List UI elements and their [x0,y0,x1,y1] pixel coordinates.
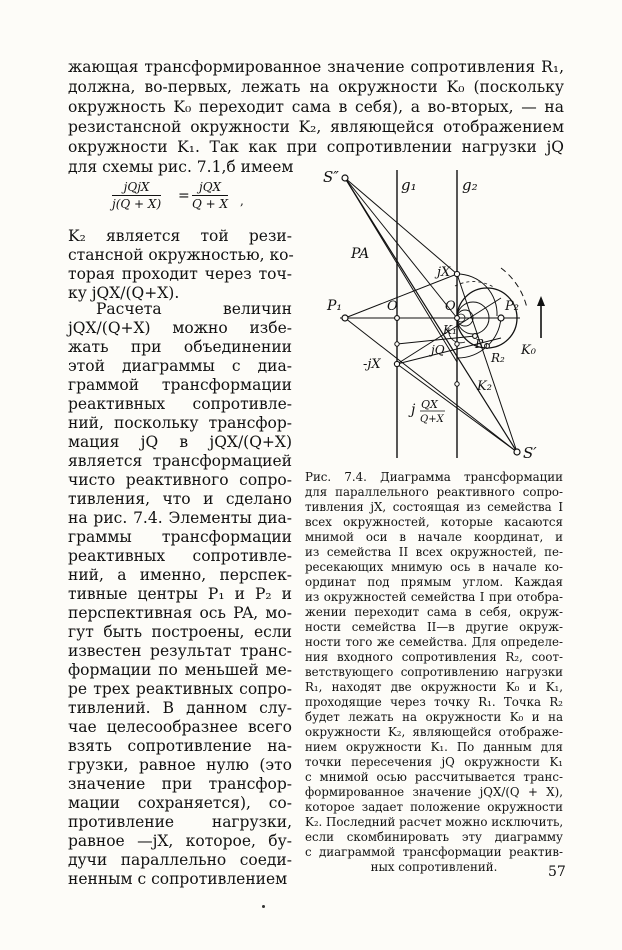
caption-line: которое задает положение окружности [305,800,563,814]
point-jq-g1 [395,342,399,346]
text-line: ненным с сопротивлением [68,870,288,888]
caption-line: ординат под прямым углом. Каждая [305,575,563,589]
text-line: тивления, что и сделано [68,490,292,508]
text-line: ре трех реактивных сопро- [68,680,292,698]
label-jq: jQ [431,343,445,357]
label-g2: g₂ [462,176,478,194]
point-minus-jx [394,361,399,366]
label-p1: P₁ [327,298,343,314]
arrow-head [537,296,545,306]
label-p2: P₂ [505,299,519,314]
text-line: формации по меньшей ме- [68,661,292,679]
caption-line: Рис. 7.4. Диаграмма трансформации [305,470,563,484]
label-r1: R₁ [475,337,489,351]
text-line: окружности K₁. Так как при сопротивлении нагрузки jQ [68,138,564,156]
page-number: 57 [548,864,566,880]
caption-line: формированное значение jQX/(Q + X), [305,785,563,799]
circle-k2-arc [457,274,497,316]
formula-lhs-denominator: j(Q + X) [112,197,162,211]
caption-line: R₁, находят две окружности K₀ и K₁, [305,680,563,694]
point-origin [455,316,460,321]
caption-line: ности того же семейства. Для определе- [305,635,563,649]
formula-rhs-numerator: jQX [192,180,228,196]
caption-line: ветствующего сопротивлению нагрузки [305,665,563,679]
caption-line: жении переходит сама в себя, окруж- [305,605,563,619]
label-k1: K₁ [443,323,457,337]
caption-line: мнимой оси в начале координат, и [305,530,563,544]
text-line: значение при трансфор- [68,775,292,793]
formula-lhs [112,180,161,211]
text-line: ний, а именно, перспек- [68,566,292,584]
text-line: мация jQ в jQX/(Q+X) [68,433,292,451]
label-k0: K₀ [521,343,536,358]
text-line: стансной окружностью, ко- [68,246,294,264]
transformation-diagram [305,158,567,466]
formula [112,180,252,220]
caption-line: всех окружностей, которые касаются [305,515,563,529]
label-origin: O [445,299,456,314]
point-jqx [455,382,459,386]
text-line: дучи параллельно соеди- [68,851,292,869]
formula-rhs [192,180,228,211]
caption-line: проходящие через точку R₁. Точка R₂ [305,695,563,709]
caption-line: точки пересечения jQ окружности K₁ [305,755,563,769]
text-line: чисто реактивного сопро- [68,471,292,489]
point-s2 [342,175,348,181]
text-line: торая проходит через точ- [68,265,292,283]
projection-line [345,274,457,318]
label-frac-den: Q+X [420,414,444,425]
point-p1 [342,315,348,321]
caption-line: ния входного сопротивления R₂, соот- [305,650,563,664]
caption-line: ресекающих мнимую ось в начале ко- [305,560,563,574]
formula-rhs-denominator: Q + X [192,197,229,211]
point-jq [455,342,459,346]
text-line: окружность K₀ переходит сама в себя), а во-вторых, — на [68,98,564,116]
formula-equals: = [178,188,190,204]
caption-line: будет лежать на окружности K₀ и на [305,710,563,724]
point-origin-g1 [395,316,400,321]
text-line: резистансной окружности K₂, являющейся отображением [68,118,564,136]
text-line: Расчета величин [96,300,292,318]
text-line: граммы трансформации [68,528,292,546]
caption-line: с мнимой осью рассчитывается транс- [305,770,563,784]
point-s1 [514,449,520,455]
caption-line: нием окружности K₁. По данным для [305,740,563,754]
caption-line: окружности K₂, являющейся отображе- [305,725,563,739]
caption-line: с диаграммой трансформации реактив- [305,845,563,859]
text-line: жающая трансформированное значение сопротивления R₁, [68,58,564,76]
text-line: чае целесообразнее всего [68,718,292,736]
text-line: должна, во-первых, лежать на окружности K₀ (поскольку [68,78,564,96]
text-line: реактивных сопротивле- [68,395,292,413]
text-line: тивные центры P₁ и P₂ и [68,585,292,603]
text-line: гут быть построены, если [68,623,292,641]
text-line: этой диаграммы с диа- [68,357,292,375]
caption-line: ных сопротивлений. [370,860,498,874]
text-line: тивлений. В данном слу- [68,699,292,717]
text-line: известен результат транс- [68,642,292,660]
text-line: jQX/(Q+X) можно избе- [68,319,292,337]
text-line: граммой трансформации [68,376,292,394]
text-line: на рис. 7.4. Элементы диа- [68,509,292,527]
label-k2: K₂ [477,379,492,394]
caption-line: K₂. Последний расчет можно исключить, [305,815,564,829]
text-line: взять сопротивление на- [68,737,292,755]
label-frac-num: QX [421,398,438,411]
text-line: перспективная ось PA, мо- [68,604,292,622]
text-line: противление нагрузки, [68,813,292,831]
text-line: мации сохраняется), со- [68,794,292,812]
caption-line: тивления jX, состоящая из семейства I [305,500,563,514]
label-origin-g1: O [387,299,398,314]
text-line: ний, поскольку трансфор- [68,414,292,432]
text-line: для схемы рис. 7.1,б имеем [68,158,294,176]
print-speck [262,905,265,908]
label-minus-jx: -jX [363,357,381,372]
text-line: равное —jX, которое, бу- [68,832,292,850]
label-j: j [411,402,416,418]
label-g1: g₁ [401,176,417,194]
point-p2 [498,315,504,321]
label-r2: R₂ [491,351,505,365]
text-line: жать при объединении [68,338,292,356]
caption-line: из окружностей семейства I при отобра- [305,590,563,604]
text-line: грузки, равное нулю (это [68,756,292,774]
text-line: ку jQX/(Q+X). [68,284,180,302]
label-s1: S′ [523,444,537,462]
formula-comma: , [240,194,244,208]
caption-line: для параллельного реактивного сопро- [305,485,563,499]
label-s2: S″ [323,168,339,186]
caption-line: если скомбинировать эту диаграмму [305,830,563,844]
text-line: реактивных сопротивле- [68,547,292,565]
formula-lhs-numerator: jQjX [112,180,161,196]
text-line: K₂ является той рези- [68,227,292,245]
label-jx: jX [437,265,451,280]
label-pa: PA [351,246,370,262]
caption-line: ности семейства II—в другие окруж- [305,620,563,634]
point-jx [454,271,459,276]
text-line: является трансформацией [68,452,292,470]
caption-line: из семейства II всех окружностей, пе- [305,545,563,559]
